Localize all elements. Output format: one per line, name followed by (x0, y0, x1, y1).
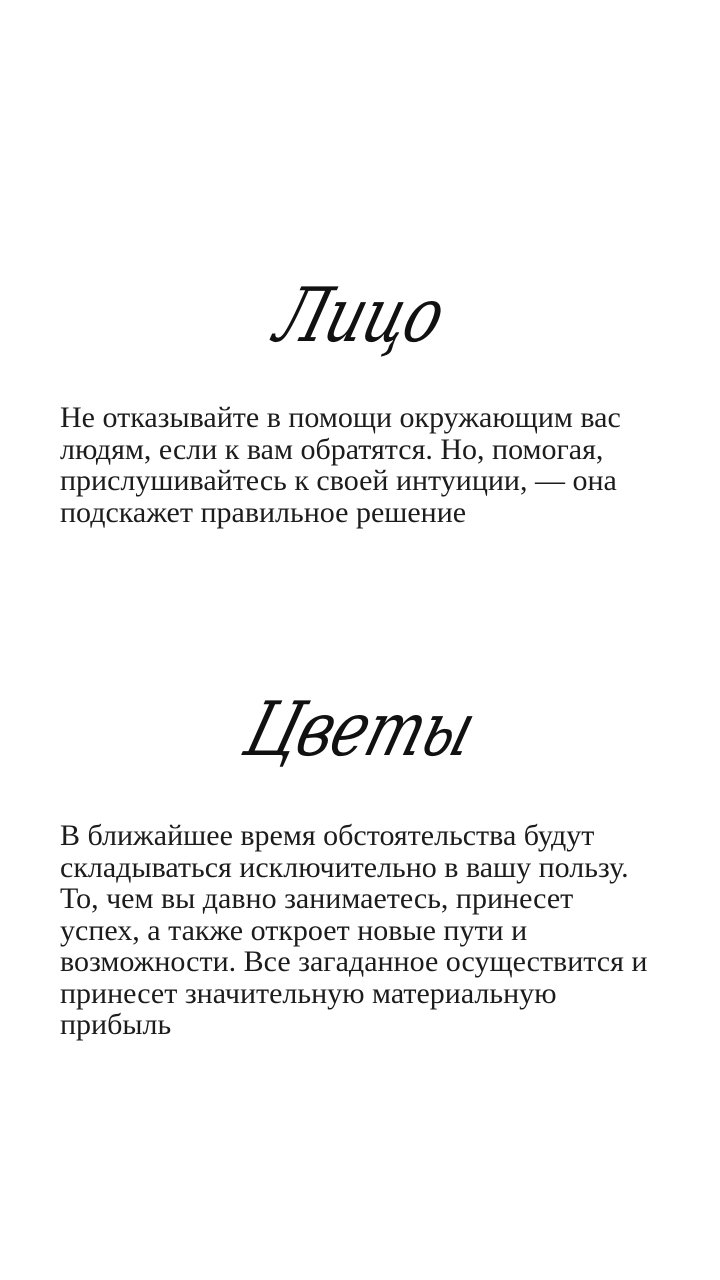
section-flowers-heading: Цветы (235, 686, 485, 774)
section-face-heading-wrap (0, 272, 720, 360)
section-face-heading: Лицо (266, 272, 454, 360)
section-face-text: Не отказывайте в помощи окружающим вас людям, если к вам обратятся. Но, помогая, прислушивайтесь к своей интуиции, — она подскажет правильное решение (60, 401, 621, 529)
section-flowers-heading-wrap (0, 686, 720, 774)
section-flowers-text-wrap (60, 820, 660, 1041)
section-flowers-text: В ближайшее время обстоятельства будут складываться исключительно в вашу пользу. То, чем вы давно занимаетесь, принесет успех, а также откроет новые пути и возможности. Все загаданное осуществится и принесет значительную материальную прибыль (60, 819, 648, 1041)
section-face-text-wrap (60, 402, 660, 528)
